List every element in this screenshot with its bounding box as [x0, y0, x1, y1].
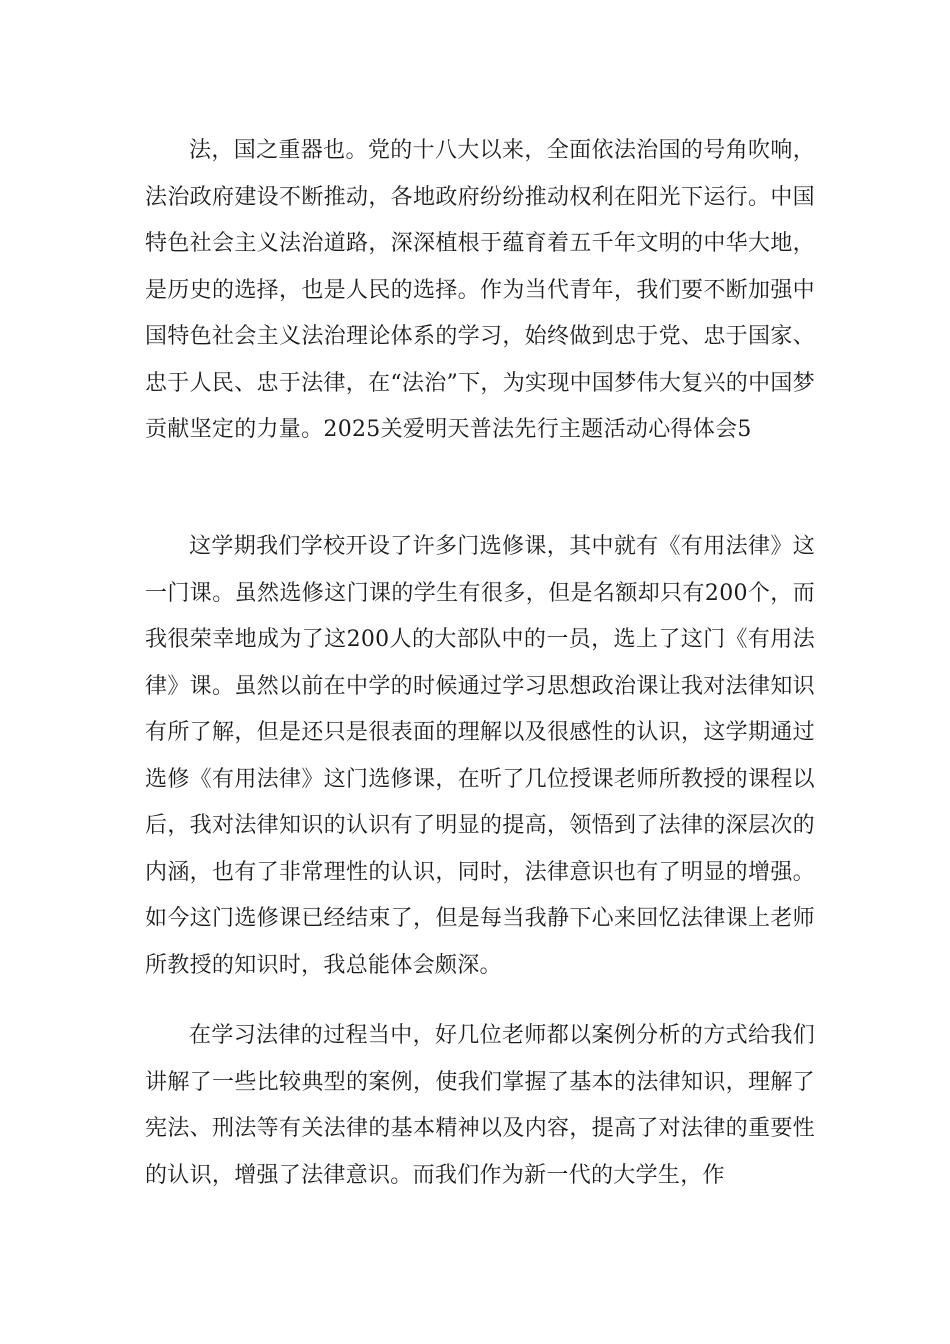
paragraph-2: 这学期我们学校开设了许多门选修课，其中就有《有用法律》这一门课。虽然选修这门课的学生有很多，但是名额却只有200个，而我很荣幸地成为了这200人的大部队中的一员，选上了这门《有用法律》课。虽然以前在中学的时候通过学习思想政治课让我对法律知识有所了解，但是还只是很表面的理解以及很感性的认识，这学期通过选修《有用法律》这门选修课，在听了几位授课老师所教授的课程以后，我对法律知识的认识有了明显的提高，领悟到了法律的深层次的内涵，也有了非常理性的认识，同时，法律意识也有了明显的增强。如今这门选修课已经结束了，但是每当我静下心来回忆法律课上老师所教授的知识时，我总能体会颇深。	[145, 534, 815, 978]
paragraph-3: 在学习法律的过程当中，好几位老师都以案例分析的方式给我们讲解了一些比较典型的案例，使我们掌握了基本的法律知识，理解了宪法、刑法等有关法律的基本精神以及内容，提高了对法律的重要性的认识，增强了法律意识。而我们作为新一代的大学生，作	[145, 1023, 815, 1188]
paragraph-1: 法，国之重器也。党的十八大以来，全面依法治国的号角吹响，法治政府建设不断推动，各地政府纷纷推动权利在阳光下运行。中国特色社会主义法治道路，深深植根于蕴育着五千年文明的中华大地，是历史的选择，也是人民的选择。作为当代青年，我们要不断加强中国特色社会主义法治理论体系的学习，始终做到忠于党、忠于国家、忠于人民、忠于法律，在“法治”下，为实现中国梦伟大复兴的中国梦贡献坚定的力量。2025关爱明天普法先行主题活动心得体会5	[145, 138, 815, 442]
